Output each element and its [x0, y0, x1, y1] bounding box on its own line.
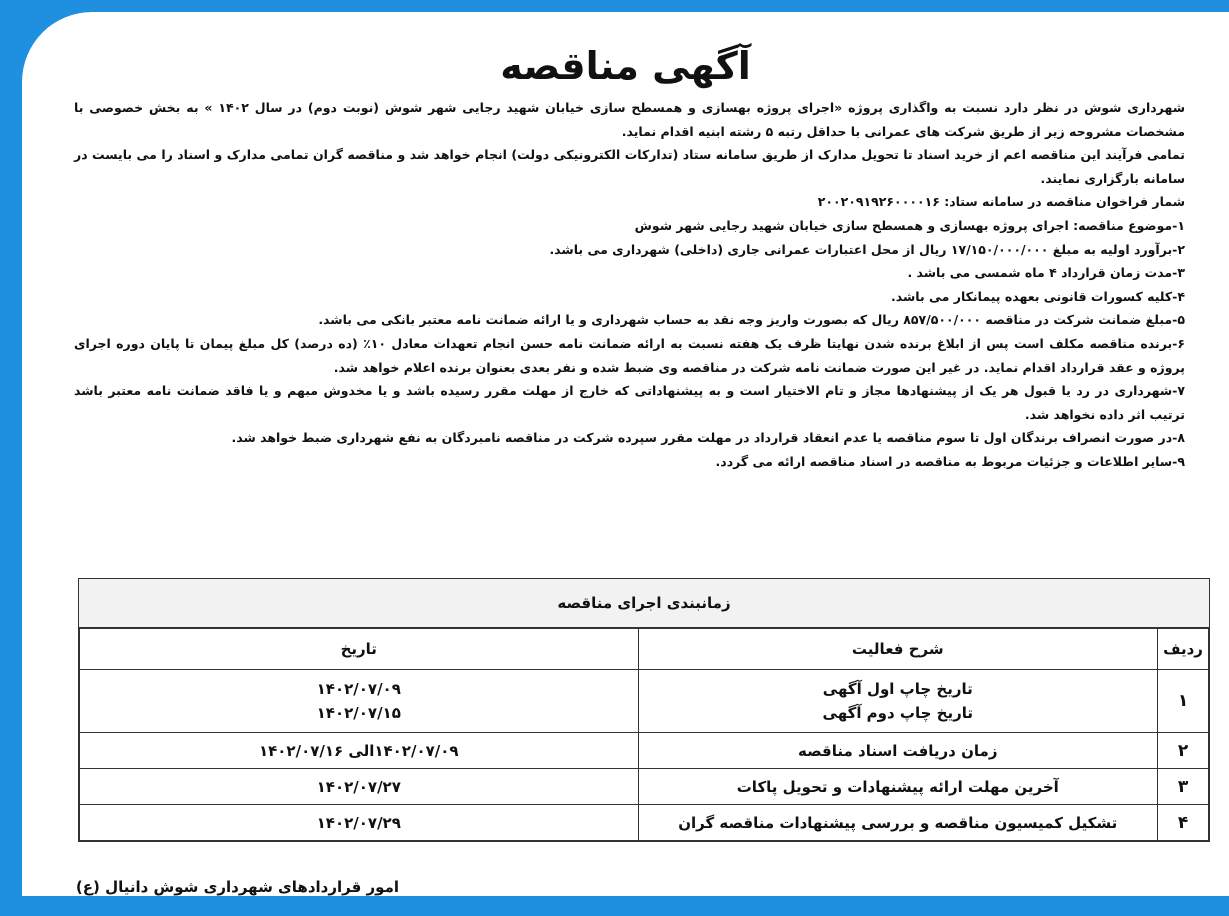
- list-item: ۶-برنده مناقصه مکلف است پس از ابلاغ برنده شدن نهایتا ظرف یک هفته نسبت به ارائه ضمانت نامه حسن انجام تعهدات معادل ۱۰٪ (ده درصد) کل مبلغ پیمان تا پایان دوره اجرای پروژه و عقد قرارداد اقدام نماید. در غیر این صورت ضمانت نامه شرکت در مناقصه وی ضبط شده و نفر بعدی بعنوان برنده اعلام خواهد شد.: [74, 335, 1186, 375]
- intro-paragraph: شهرداری شوش در نظر دارد نسبت به واگذاری پروژه «اجرای پروژه بهسازی و همسطح سازی خیابان شهید رجایی شهر شوش (نوبت دوم) در سال ۱۴۰۲ » به بخش خصوصی با مشخصات مشروحه زیر از طریق شرکت های عمرانی با حداقل رتبه ۵ رشته ابنیه اقدام نماید.: [74, 100, 1185, 139]
- list-item: ۲-برآورد اولیه به مبلغ ۱۷/۱۵۰/۰۰۰/۰۰۰ ریال از محل اعتبارات عمرانی جاری (داخلی) شهرداری می باشد.: [549, 241, 1185, 257]
- date-line: ۱۴۰۲/۰۷/۱۵: [316, 704, 401, 722]
- footer-signature: امور قراردادهای شهرداری شوش دانیال (ع): [75, 878, 399, 896]
- row-description: زمان دریافت اسناد مناقصه: [638, 733, 1158, 769]
- schedule-table: [78, 578, 1210, 842]
- list-item: ۹-سایر اطلاعات و جزئیات مربوط به مناقصه در اسناد مناقصه ارائه می گردد.: [715, 453, 1185, 469]
- table-header-row: [80, 629, 1209, 670]
- row-date: [80, 670, 639, 733]
- row-date: ۱۴۰۲/۰۷/۲۹: [80, 805, 639, 841]
- list-item: ۷-شهرداری در رد یا قبول هر یک از پیشنهادها مجاز و تام الاختیار است و به پیشنهاداتی که خارج از مهلت مقرر رسیده باشد و یا مخدوش مبهم و یا فاقد ضمانت نامه معتبر باشد ترتیب اثر داده نخواهد شد.: [74, 383, 1185, 422]
- row-description: تشکیل کمیسیون مناقصه و بررسی پیشنهادات مناقصه گران: [638, 805, 1158, 841]
- list-item: ۸-در صورت انصراف برندگان اول تا سوم مناقصه یا عدم انعقاد قرارداد در مهلت مقرر سپرده شرکت در مناقصه نامبردگان به نفع شهرداری ضبط خواهد شد.: [231, 430, 1185, 446]
- list-item: ۴-کلیه کسورات قانونی بعهده پیمانکار می باشد.: [891, 288, 1185, 304]
- row-date: ۱۴۰۲/۰۷/۰۹الی ۱۴۰۲/۰۷/۱۶: [80, 733, 639, 769]
- intro-paragraph: تمامی فرآیند این مناقصه اعم از خرید اسناد تا تحویل مدارک از طریق سامانه ستاد (تدارکات الکترونیکی دولت) انجام خواهد شد و مناقصه گران تمامی مدارک و اسناد را می بایست در سامانه بارگزاری نمایند.: [74, 147, 1185, 186]
- tender-number: شمار فراخوان مناقصه در سامانه ستاد: ۲۰۰۲۰۹۱۹۲۶۰۰۰۰۱۶: [817, 194, 1185, 210]
- list-item: ۳-مدت زمان قرارداد ۴ ماه شمسی می باشد .: [907, 265, 1185, 281]
- schedule-grid: [79, 628, 1209, 841]
- row-number: ۴: [1158, 805, 1209, 841]
- table-row: [80, 805, 1209, 841]
- notice-body: [74, 96, 1185, 474]
- table-row: [80, 670, 1209, 733]
- notice-frame: [22, 12, 1229, 896]
- schedule-title: زمانبندی اجرای مناقصه: [79, 579, 1209, 628]
- table-row: [80, 769, 1209, 805]
- list-item: ۱-موضوع مناقصه: اجرای پروژه بهسازی و همسطح سازی خیابان شهید رجایی شهر شوش: [634, 217, 1185, 233]
- header-description: شرح فعالیت: [638, 629, 1158, 670]
- row-number: ۳: [1158, 769, 1209, 805]
- row-description: [638, 670, 1158, 733]
- table-row: [80, 733, 1209, 769]
- row-number: ۱: [1158, 670, 1209, 733]
- notice-title: آگهی مناقصه: [500, 44, 751, 88]
- list-item: ۵-مبلغ ضمانت شرکت در مناقصه ۸۵۷/۵۰۰/۰۰۰ ریال که بصورت واریز وجه نقد به حساب شهرداری و یا ارائه ضمانت نامه معتبر بانکی می باشد.: [318, 312, 1185, 328]
- description-line: تاریخ چاپ دوم آگهی: [822, 704, 973, 722]
- description-line: تاریخ چاپ اول آگهی: [822, 680, 973, 698]
- row-date: ۱۴۰۲/۰۷/۲۷: [80, 769, 639, 805]
- row-description: آخرین مهلت ارائه پیشنهادات و تحویل پاکات: [638, 769, 1158, 805]
- date-line: ۱۴۰۲/۰۷/۰۹: [316, 680, 401, 698]
- header-date: تاریخ: [80, 629, 639, 670]
- header-row-number: ردیف: [1158, 629, 1209, 670]
- row-number: ۲: [1158, 733, 1209, 769]
